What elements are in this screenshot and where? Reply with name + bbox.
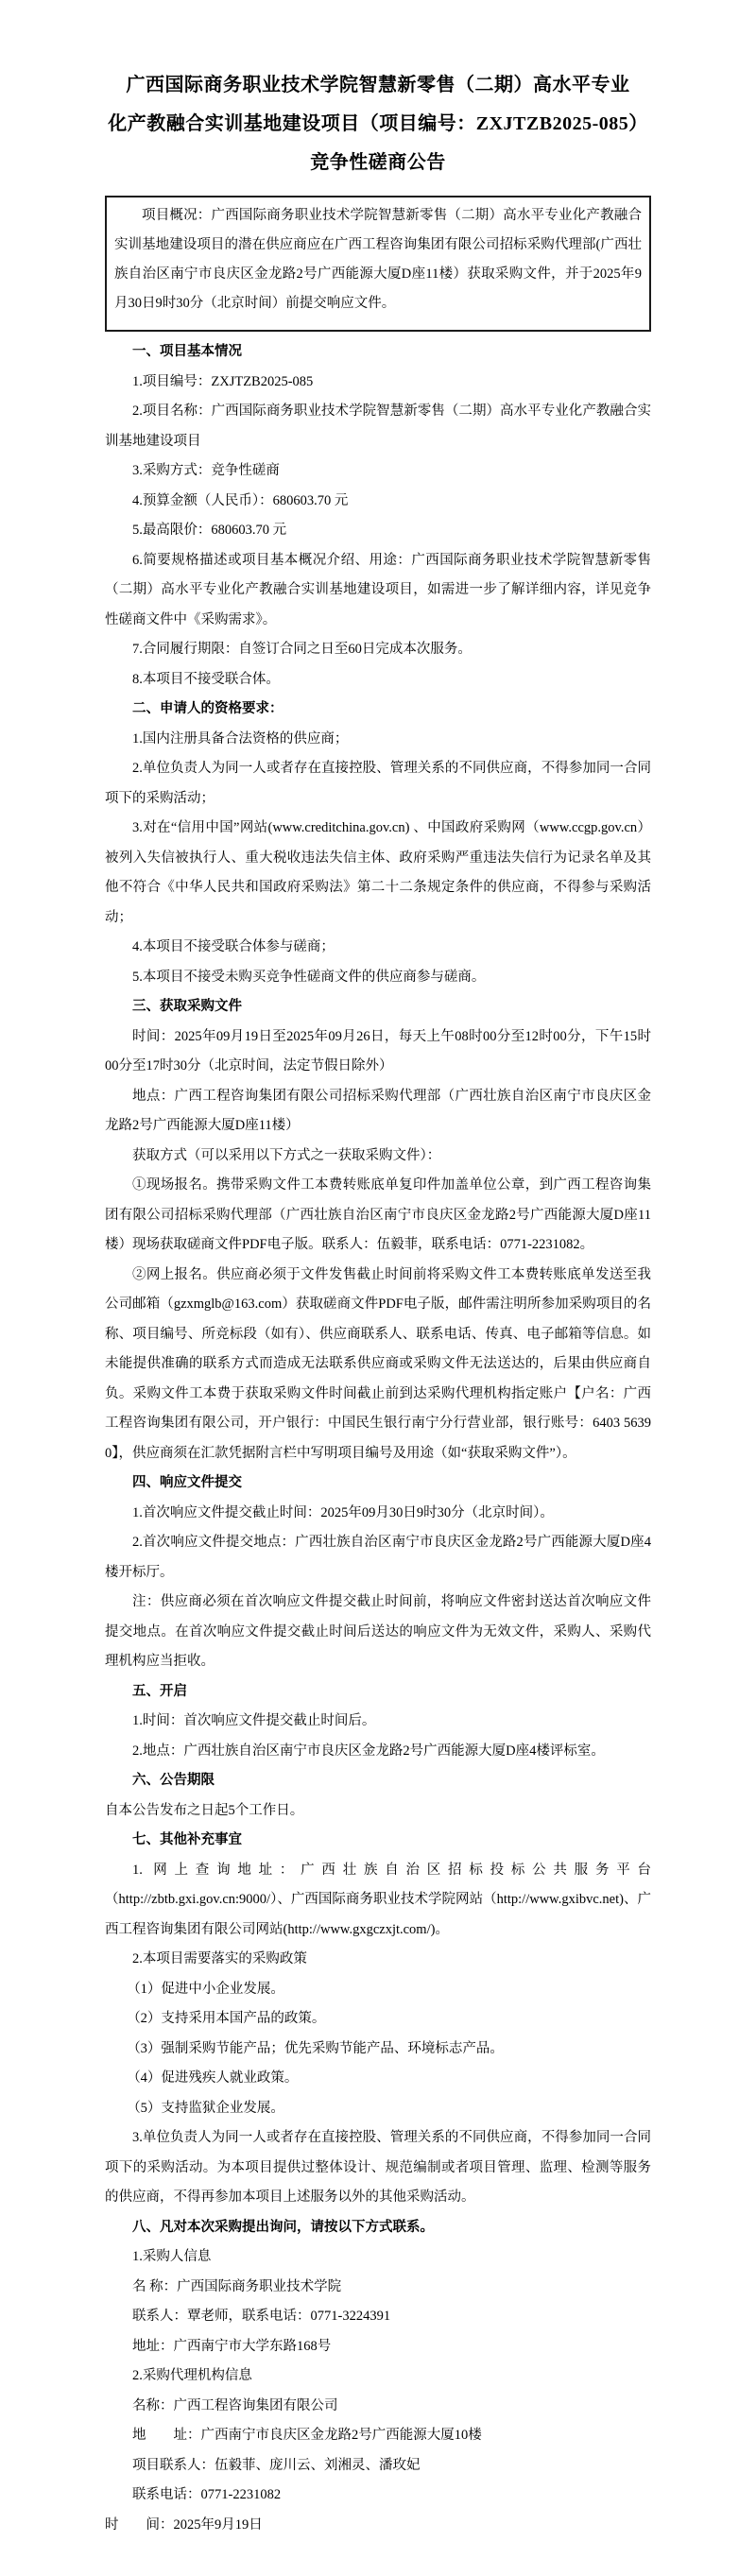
- paragraph: 自本公告发布之日起5个工作日。: [105, 1802, 304, 1818]
- paragraph: 1.采购人信息: [132, 2249, 212, 2264]
- project-overview-box: [105, 196, 651, 332]
- section-heading: 七、其他补充事宜: [132, 1832, 242, 1847]
- paragraph: 2.项目名称：广西国际商务职业技术学院智慧新零售（二期）高水平专业化产教融合实训基地建设项目: [105, 404, 651, 449]
- document-title-line-3: 竞争性磋商公告: [310, 152, 446, 173]
- paragraph: ②网上报名。供应商必须于文件发售截止时间前将采购文件工本费转账底单发送至我公司邮箱（gzxmglb@163.com）获取磋商文件PDF电子版，邮件需注明所参加采购项目的名称、项目编号、所竞标段（如有）、供应商联系人、联系电话、传真、电子邮箱等信息。如未能提供准确的联系方式而造成无法联系供应商或采购文件无法送达的，后果由供应商自负。采购文件工本费于获取采购文件时间截止前到达采购代理机构指定账户【户名：广西工程咨询集团有限公司，开户银行：中国民生银行南宁分行营业部，银行账号：6403 5639 0】，供应商须在汇款凭据附言栏中写明项目编号及用途（如“获取采购文件”）。: [105, 1266, 651, 1461]
- paragraph: 2.地点：广西壮族自治区南宁市良庆区金龙路2号广西能源大厦D座4楼评标室。: [132, 1743, 605, 1759]
- paragraph: 时 间：2025年9月19日: [105, 2516, 263, 2533]
- paragraph: 8.本项目不接受联合体。: [132, 671, 280, 687]
- paragraph: 时间：2025年09月19日至2025年09月26日，每天上午08时00分至12时00分，下午15时00分至17时30分（北京时间，法定节假日除外）: [105, 1028, 651, 1073]
- paragraph: 7.合同履行期限：自签订合同之日至60日完成本次服务。: [132, 642, 472, 657]
- paragraph: （1）促进中小企业发展。: [127, 1981, 284, 1997]
- section-heading: 一、项目基本情况: [132, 344, 242, 359]
- paragraph: 6.简要规格描述或项目基本概况介绍、用途：广西国际商务职业技术学院智慧新零售（二期）高水平专业化产教融合实训基地建设项目，如需进一步了解详细内容，详见竞争性磋商文件中《采购需求》。: [105, 552, 651, 627]
- paragraph: 2.首次响应文件提交地点：广西壮族自治区南宁市良庆区金龙路2号广西能源大厦D座4楼开标厅。: [105, 1535, 651, 1580]
- paragraph: 3.采购方式：竞争性磋商: [132, 463, 280, 478]
- paragraph: 项目联系人：伍毅菲、庞川云、刘湘灵、潘玫妃: [132, 2457, 421, 2473]
- paragraph: 3.单位负责人为同一人或者存在直接控股、管理关系的不同供应商，不得参加同一合同项下的采购活动。为本项目提供过整体设计、规范编制或者项目管理、监理、检测等服务的供应商，不得再参加本项目上述服务以外的其他采购活动。: [105, 2130, 651, 2205]
- paragraph: 1.首次响应文件提交截止时间：2025年09月30日9时30分（北京时间）。: [132, 1504, 554, 1520]
- paragraph: 4.本项目不接受联合体参与磋商；: [132, 939, 335, 954]
- paragraph: 2.单位负责人为同一人或者存在直接控股、管理关系的不同供应商，不得参加同一合同项下的采购活动；: [105, 761, 651, 806]
- document-title-line-2: 化产教融合实训基地建设项目（项目编号：ZXJTZB2025-085）: [108, 113, 648, 134]
- section-heading: 二、申请人的资格要求：: [132, 701, 284, 716]
- paragraph: 2.本项目需要落实的采购政策: [132, 1951, 307, 1966]
- paragraph: 地址：广西南宁市大学东路168号: [132, 2338, 332, 2354]
- document-title: [105, 66, 651, 182]
- paragraph: 4.预算金额（人民币）：680603.70 元: [132, 492, 349, 508]
- section-heading: 三、获取采购文件: [132, 999, 242, 1014]
- paragraph: 联系电话：0771-2231082: [132, 2487, 282, 2502]
- paragraph: 2.采购代理机构信息: [132, 2368, 252, 2383]
- section-heading: 八、凡对本次采购提出询问，请按以下方式联系。: [132, 2219, 434, 2235]
- paragraph: 5.本项目不接受未购买竞争性磋商文件的供应商参与磋商。: [132, 969, 486, 985]
- paragraph: 名 称：广西国际商务职业技术学院: [132, 2278, 342, 2294]
- paragraph: 1.时间：首次响应文件提交截止时间后。: [132, 1713, 376, 1728]
- paragraph: 3.对在“信用中国”网站(www.creditchina.gov.cn) 、中国政府采购网（www.ccgp.gov.cn）被列入失信被执行人、重大税收违法失信主体、政府采购严重违法失信行为记录名单及其他不符合《中华人民共和国政府采购法》第二十二条规定条件的供应商，不得参与采购活动；: [105, 820, 651, 925]
- paragraph: 联系人：覃老师，联系电话：0771-3224391: [132, 2309, 391, 2324]
- paragraph: 1. 网上查询地址：广西壮族自治区招标投标公共服务平台（http://zbtb.gxi.gov.cn:9000/）、广西国际商务职业技术学院网站（http://www.gxibvc.net)、广西工程咨询集团有限公司网站(http://www.gxgczxjt.com/)。: [105, 1862, 651, 1937]
- paragraph: 1.项目编号：ZXJTZB2025-085: [132, 373, 314, 389]
- paragraph: （5）支持监狱企业发展。: [127, 2100, 284, 2116]
- document-body: [105, 337, 651, 2540]
- section-heading: 六、公告期限: [132, 1773, 215, 1788]
- paragraph: 获取方式（可以采用以下方式之一获取采购文件）：: [132, 1147, 441, 1163]
- paragraph: 地点：广西工程咨询集团有限公司招标采购代理部（广西壮族自治区南宁市良庆区金龙路2号广西能源大厦D座11楼）: [105, 1088, 651, 1133]
- project-overview-text: 项目概况：广西国际商务职业技术学院智慧新零售（二期）高水平专业化产教融合实训基地建设项目的潜在供应商应在广西工程咨询集团有限公司招标采购代理部(广西壮族自治区南宁市良庆区金龙路2号广西能源大厦D座11楼）获取采购文件，并于2025年9月30日9时30分（北京时间）前提交响应文件。: [114, 208, 642, 311]
- paragraph: ①现场报名。携带采购文件工本费转账底单复印件加盖单位公章，到广西工程咨询集团有限公司招标采购代理部（广西壮族自治区南宁市良庆区金龙路2号广西能源大厦D座11楼）现场获取磋商文件PDF电子版。联系人：伍毅菲，联系电话：0771-2231082。: [105, 1177, 651, 1252]
- paragraph: （3）强制采购节能产品；优先采购节能产品、环境标志产品。: [127, 2040, 504, 2056]
- section-heading: 四、响应文件提交: [132, 1475, 242, 1490]
- document-title-line-1: 广西国际商务职业技术学院智慧新零售（二期）高水平专业: [126, 75, 630, 95]
- paragraph: 地 址：广西南宁市良庆区金龙路2号广西能源大厦10楼: [132, 2428, 482, 2443]
- paragraph: （4）促进残疾人就业政策。: [127, 2070, 299, 2086]
- paragraph: 名称：广西工程咨询集团有限公司: [132, 2397, 338, 2413]
- paragraph: 注：供应商必须在首次响应文件提交截止时间前，将响应文件密封送达首次响应文件提交地点。在首次响应文件提交截止时间后送达的响应文件为无效文件，采购人、采购代理机构应当拒收。: [105, 1594, 651, 1669]
- paragraph: （2）支持采用本国产品的政策。: [127, 2011, 326, 2026]
- section-heading: 五、开启: [132, 1683, 187, 1699]
- announcement-document: [105, 0, 651, 2540]
- paragraph: 1.国内注册具备合法资格的供应商；: [132, 730, 349, 747]
- paragraph: 5.最高限价：680603.70 元: [132, 523, 287, 538]
